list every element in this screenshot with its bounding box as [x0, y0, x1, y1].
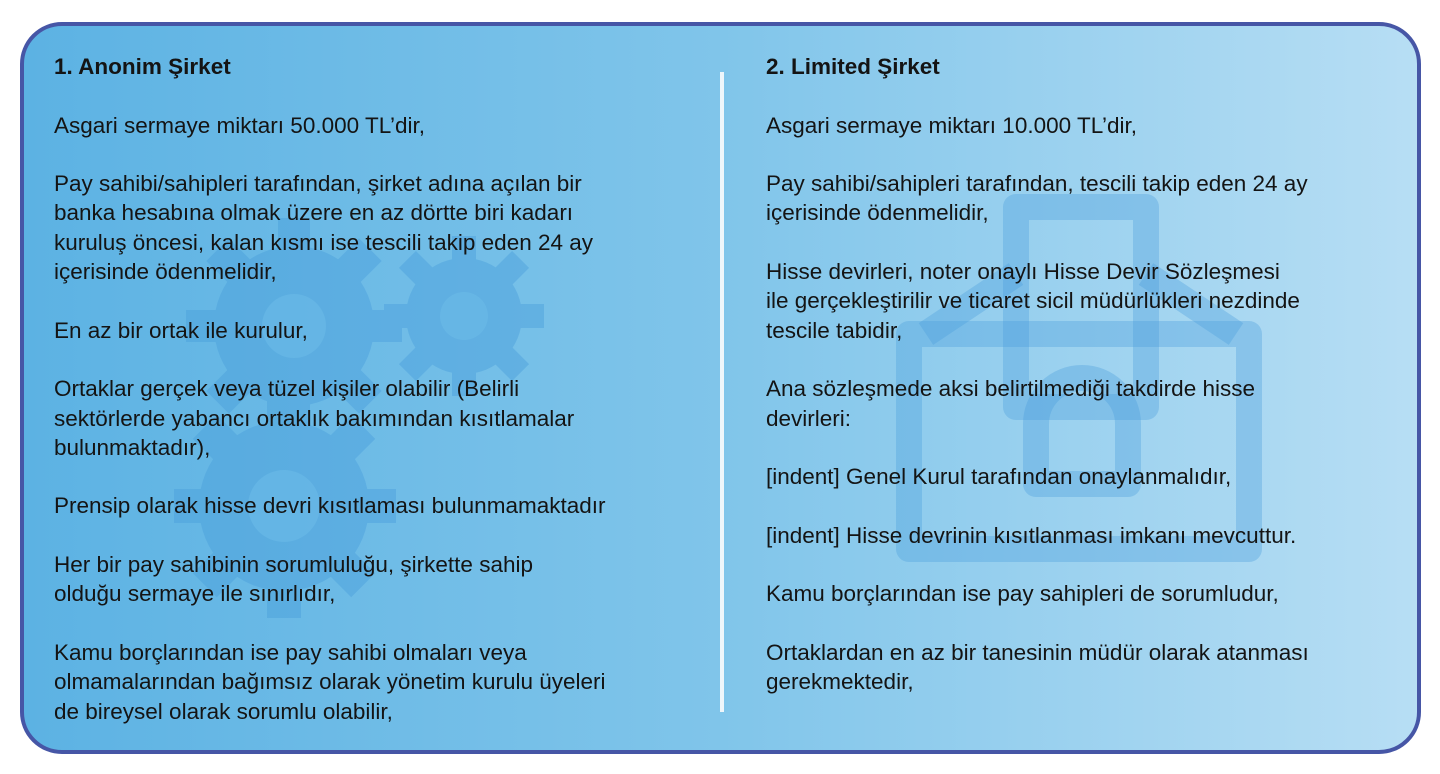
paragraph-line: gerekmektedir,	[766, 669, 914, 695]
paragraph-line: Kamu borçlarından ise pay sahipleri de sorumludur,	[766, 581, 1279, 607]
paragraph	[766, 638, 1406, 697]
paragraph-line: Ana sözleşmede aksi belirtilmediği takdirde hisse	[766, 376, 1255, 402]
column-heading: 1. Anonim Şirket	[54, 54, 231, 79]
paragraph	[54, 316, 694, 345]
paragraph	[766, 462, 1406, 491]
paragraph-line: içerisinde ödenmelidir,	[54, 259, 277, 285]
paragraph-line: Ortaklardan en az bir tanesinin müdür olarak atanması	[766, 639, 1309, 665]
paragraph-line: Prensip olarak hisse devri kısıtlaması bulunmamaktadır	[54, 493, 606, 519]
paragraph	[766, 111, 1406, 140]
paragraph	[766, 169, 1406, 228]
paragraph-line: Pay sahibi/sahipleri tarafından, tescili takip eden 24 ay	[766, 171, 1308, 197]
paragraph-line: de bireysel olarak sorumlu olabilir,	[54, 698, 393, 724]
comparison-card	[20, 22, 1421, 754]
paragraph-line: içerisinde ödenmelidir,	[766, 200, 989, 226]
paragraph-line: Her bir pay sahibinin sorumluluğu, şirkette sahip	[54, 552, 533, 578]
paragraph-line: Hisse devirleri, noter onaylı Hisse Devir Sözleşmesi	[766, 259, 1280, 285]
paragraph-line: banka hesabına olmak üzere en az dörtte biri kadarı	[54, 200, 574, 226]
column-divider	[720, 72, 724, 712]
paragraph-line: tescile tabidir,	[766, 317, 903, 343]
paragraph-line: devirleri:	[766, 405, 852, 431]
paragraph	[766, 257, 1406, 345]
paragraph-line: Pay sahibi/sahipleri tarafından, şirket adına açılan bir	[54, 171, 582, 197]
paragraph	[54, 491, 694, 520]
paragraph-line: kuruluş öncesi, kalan kısmı ise tescili takip eden 24 ay	[54, 229, 594, 255]
paragraph-line: Asgari sermaye miktarı 10.000 TL’dir,	[766, 112, 1137, 138]
paragraph	[54, 638, 694, 726]
paragraph	[54, 111, 694, 140]
paragraph-line: olmamalarından bağımsız olarak yönetim kurulu üyeleri	[54, 669, 606, 695]
paragraph-line: ile gerçekleştirilir ve ticaret sicil müdürlükleri nezdinde	[766, 288, 1300, 314]
paragraph-line: Kamu borçlarından ise pay sahibi olmaları veya	[54, 639, 527, 665]
paragraph-line: olduğu sermaye ile sınırlıdır,	[54, 581, 336, 607]
paragraph	[54, 169, 694, 286]
paragraph-line: En az bir ortak ile kurulur,	[54, 317, 308, 343]
anonim-sirket-column	[54, 52, 694, 754]
paragraph-line: sektörlerde yabancı ortaklık bakımından kısıtlamalar	[54, 405, 575, 431]
paragraph-line: [indent] Genel Kurul tarafından onaylanmalıdır,	[766, 464, 1232, 490]
paragraph-line: Asgari sermaye miktarı 50.000 TL’dir,	[54, 112, 425, 138]
column-heading: 2. Limited Şirket	[766, 54, 940, 79]
paragraph	[766, 374, 1406, 433]
paragraph	[766, 521, 1406, 550]
paragraph-line: [indent] Hisse devrinin kısıtlanması imkanı mevcuttur.	[766, 522, 1297, 548]
paragraph-line: bulunmaktadır),	[54, 434, 211, 460]
paragraph	[766, 579, 1406, 608]
limited-sirket-column	[766, 52, 1406, 726]
paragraph	[54, 550, 694, 609]
paragraph-line: Ortaklar gerçek veya tüzel kişiler olabilir (Belirli	[54, 376, 520, 402]
paragraph	[54, 374, 694, 462]
